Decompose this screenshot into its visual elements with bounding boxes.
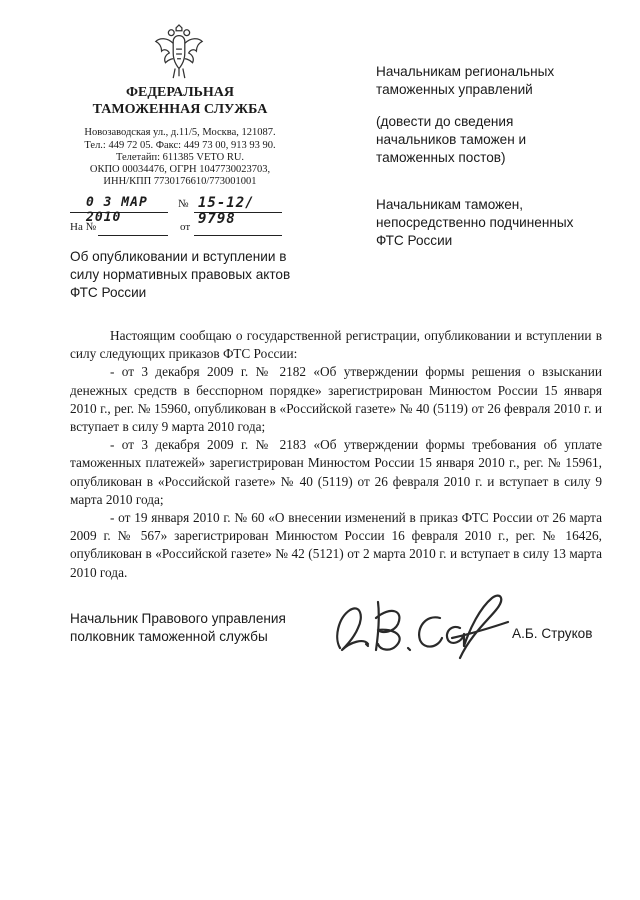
addressee-1-line1: Начальникам региональных [376, 64, 555, 79]
org-inn-kpp: ИНН/КПП 7730176610/773001001 [103, 176, 257, 187]
addressee-2-line1: Начальникам таможен, [376, 197, 524, 212]
ot-line [194, 219, 282, 236]
body-item-3: - от 19 января 2010 г. № 60 «О внесении изменений в приказ ФТС России от 26 марта 2009 г. № 567» зарегистрирован Минюстом России 16 февраля 2010 г., рег. № 16426, опубликован в «Российской газете» № 42 (5121) от 2 марта 2010 г. и вступает в силу 13 марта 2010 года. [70, 510, 602, 580]
letter-body [70, 327, 602, 582]
date-line [70, 195, 168, 225]
addressee-2-line3: ФТС России [376, 233, 453, 248]
registration-date: 0 3 МАР 2010 [86, 195, 148, 225]
body-intro: Настоящим сообщаю о государственной регистрации, опубликовании и вступлении в силу следующих приказов ФТС России: [70, 328, 602, 362]
signer-name: А.Б. Струков [512, 626, 593, 641]
org-name-line1: ФЕДЕРАЛЬНАЯ [125, 85, 234, 100]
org-teletype: Телетайп: 611385 VETO RU. [115, 152, 245, 163]
handwritten-signature [320, 588, 530, 668]
subject-line2: силу нормативных правовых актов [70, 267, 291, 282]
subject-line1: Об опубликовании и вступлении в [70, 249, 287, 264]
signer-position-line2: полковник таможенной службы [70, 629, 268, 644]
coat-of-arms-emblem [150, 24, 208, 82]
org-okpo-ogrn: ОКПО 00034476, ОГРН 1047730023703, [89, 164, 271, 175]
na-line [98, 219, 168, 236]
subject-line3: ФТС России [70, 285, 147, 300]
body-item-1: - от 3 декабря 2009 г. № 2182 «Об утверждении формы решения о взыскании денежных средств в бесспорном порядке» зарегистрирован Минюстом России 15 января 2010 г., рег. № 15960, опубликован в «Российской газете» № 40 (5119) от 26 февраля 2010 г. и вступает в силу 9 марта 2010 года; [70, 364, 602, 435]
org-phone: Тел.: 449 72 05. Факс: 449 73 00, 913 93 90. [84, 140, 276, 151]
registration-number: 15-12/ 9798 [198, 195, 255, 227]
addressee-1-note3: таможенных постов) [376, 150, 506, 165]
body-item-2: - от 3 декабря 2009 г. № 2183 «Об утверждении формы требования об уплате таможенных платежей» зарегистрирован Минюстом России 15 января 2010 г., рег. № 15961, опубликован в «Российской газете» № 40 (5119) от 26 февраля 2010 г. и вступает в силу 9 марта 2010 года; [70, 437, 602, 507]
addressee-1-line2: таможенных управлений [376, 82, 533, 97]
addressee-2-line2: непосредственно подчиненных [376, 215, 574, 230]
number-sign: № [178, 198, 189, 210]
addressee-1-note2: начальников таможен и [376, 132, 527, 147]
addressee-1-note1: (довести до сведения [376, 114, 514, 129]
na-label: На № [70, 221, 97, 233]
org-name-line2: ТАМОЖЕННАЯ СЛУЖБА [92, 102, 268, 117]
signer-position-line1: Начальник Правового управления [70, 611, 286, 626]
org-address: Новозаводская ул., д.11/5, Москва, 121087. [84, 127, 276, 138]
ot-label: от [180, 221, 191, 233]
number-line [194, 195, 282, 227]
